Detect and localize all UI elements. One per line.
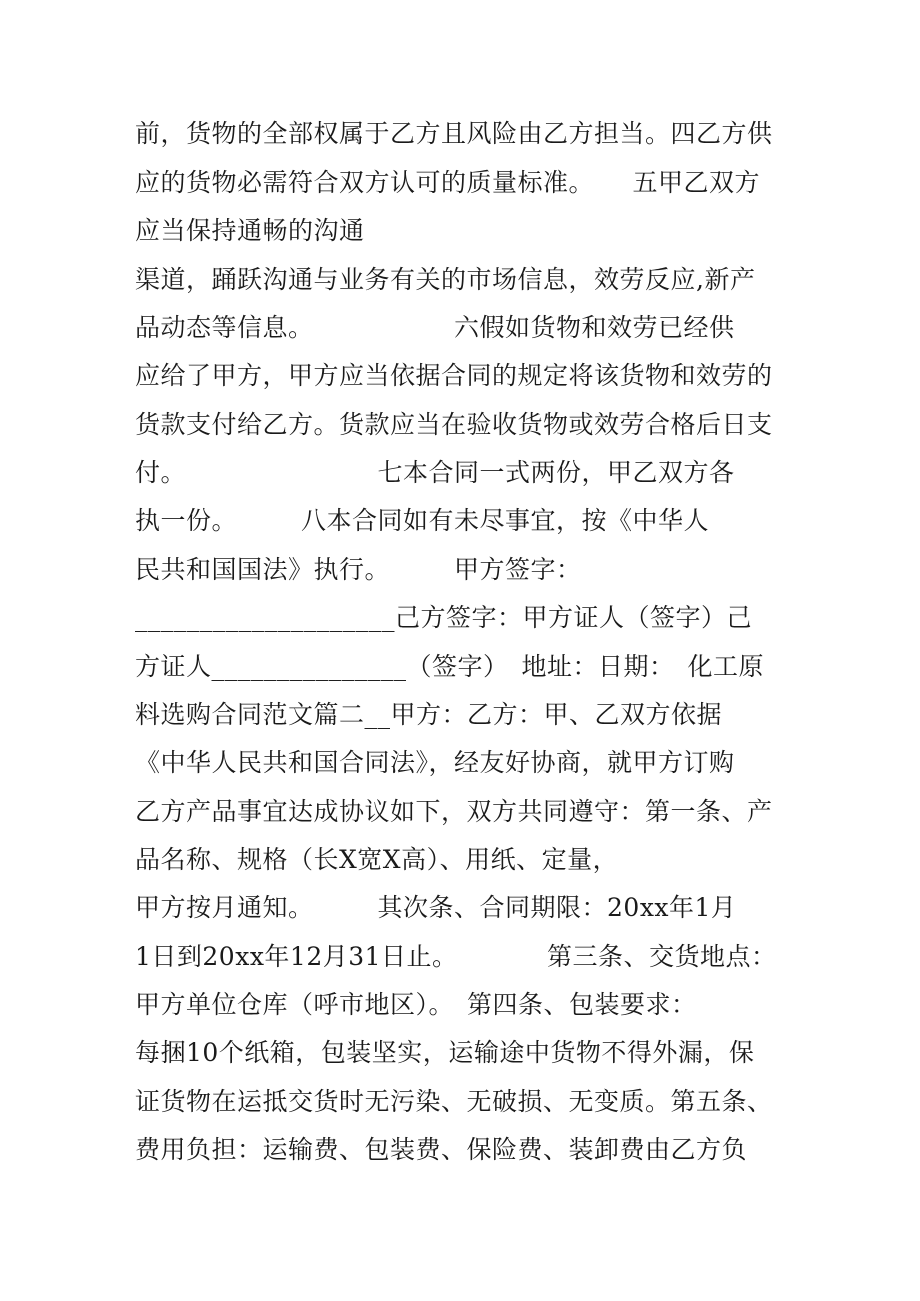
text-line: 乙方产品事宜达成协议如下，双方共同遵守：第一条、产 bbox=[135, 797, 773, 826]
text-line: 应当保持通畅的沟通 bbox=[135, 216, 365, 245]
text-line: 应的货物必需符合双方认可的质量标准。 五甲乙双方 bbox=[135, 168, 761, 197]
text-line: 品动态等信息。 六假如货物和效劳已经供 bbox=[135, 313, 735, 342]
text-line: 费用负担：运输费、包装费、保险费、装卸费由乙方负 bbox=[135, 1135, 748, 1164]
text-line: 前，货物的全部权属于乙方且风险由乙方担当。四乙方供 bbox=[135, 119, 773, 148]
text-line: 应给了甲方，甲方应当依据合同的规定将该货物和效劳的 bbox=[135, 361, 773, 390]
text-line: 1日到20xx年12月31日止。 第三条、交货地点： bbox=[135, 942, 777, 971]
text-line: 渠道，踊跃沟通与业务有关的市场信息，效劳反应,新产 bbox=[135, 265, 756, 294]
text-line: 《中华人民共和国合同法》，经友好协商，就甲方订购 bbox=[135, 748, 735, 777]
signature-line: 方证人_______________（签字） 地址：日期： 化工原 bbox=[135, 652, 765, 681]
signature-line: ____________________己方签字：甲方证人（签字）己 bbox=[135, 603, 753, 632]
text-line: 货款支付给乙方。货款应当在验收货物或效劳合格后日支 bbox=[135, 410, 773, 439]
text-line: 每捆10个纸箱，包装坚实，运输途中货物不得外漏，保 bbox=[135, 1038, 755, 1067]
text-line: 品名称、规格（长X宽X高）、用纸、定量， bbox=[135, 845, 619, 874]
text-line: 料选购合同范文篇二__甲方：乙方：甲、乙双方依据 bbox=[135, 700, 723, 729]
text-line: 甲方按月通知。 其次条、合同期限：20xx年1月 bbox=[135, 893, 737, 922]
text-line: 甲方单位仓库（呼市地区）。 第四条、包装要求： bbox=[135, 990, 697, 1019]
text-line: 民共和国国法》执行。 甲方签字： bbox=[135, 555, 582, 584]
text-line: 证货物在运抵交货时无污染、无破损、无变质。第五条、 bbox=[135, 1087, 773, 1116]
text-line: 执一份。 八本合同如有未尽事宜，按《中华人 bbox=[135, 506, 710, 535]
text-line: 付。 七本合同一式两份，甲乙双方各 bbox=[135, 458, 735, 487]
